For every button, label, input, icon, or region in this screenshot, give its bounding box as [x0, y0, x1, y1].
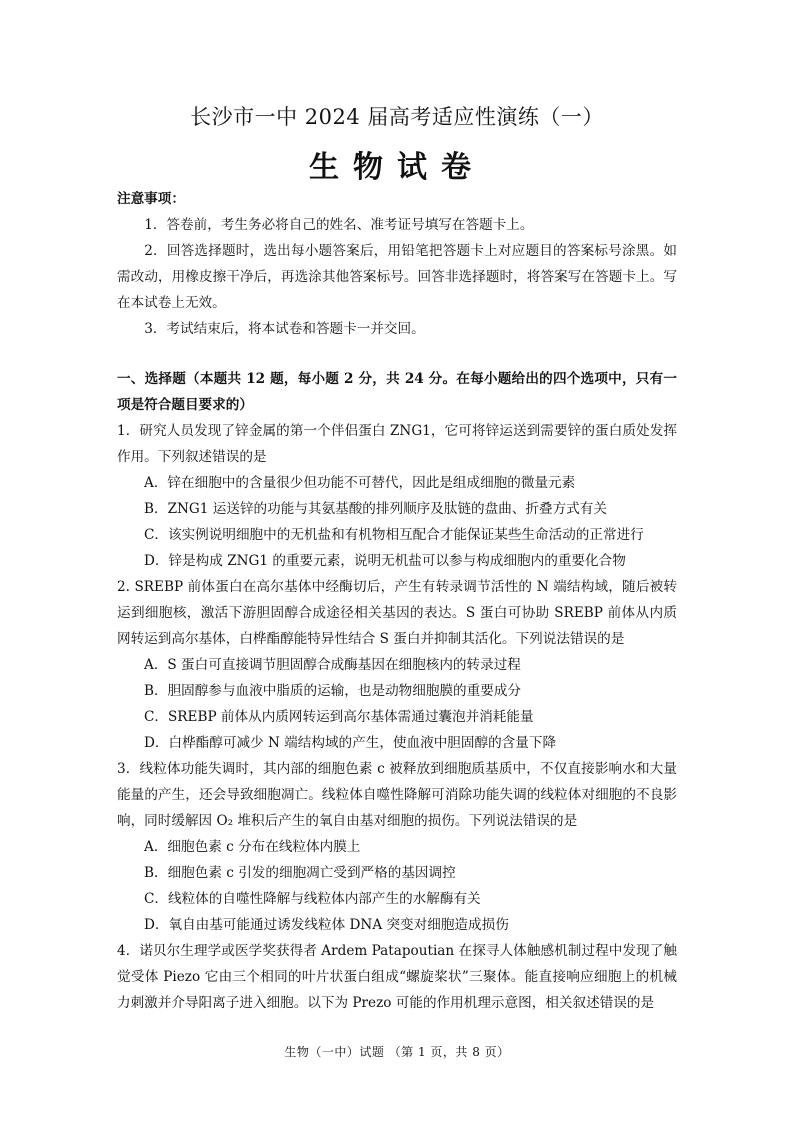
exam-subtitle: 生物试卷	[309, 150, 485, 185]
question-option: B．细胞色素 c 引发的细胞凋亡受到严格的基因调控	[144, 865, 456, 881]
question-stem: 1．研究人员发现了锌金属的第一个伴侣蛋白 ZNG1，它可将锌运送到需要锌的蛋白质处发挥作用。下列叙述错误的是	[117, 423, 677, 465]
notice-heading: 注意事项：	[117, 191, 185, 207]
section-heading: 一、选择题（本题共 12 题，每小题 2 分，共 24 分。在每小题给出的四个选项中，只有一项是符合题目要求的）	[117, 371, 677, 413]
question-option: C．线粒体的自噬性降解与线粒体内部产生的水解酶有关	[144, 891, 481, 907]
notice-item: 2．回答选择题时，选出每小题答案后，用铅笔把答题卡上对应题目的答案标号涂黑。如需改动，用橡皮擦干净后，再选涂其他答案标号。回答非选择题时，将答案写在答题卡上。写在本试卷上无效。	[117, 243, 677, 311]
question-stem: 4．诺贝尔生理学或医学奖获得者 Ardem Patapoutian 在探寻人体触感机制过程中发现了触觉受体 Piezo 它由三个相同的叶片状蛋白组成“螺旋桨状”三聚体。能直接响应细胞上的机械力刺激并介导阳离子进入细胞。以下为 Prezo 可能的作用机理示意图，相关叙述错误的是	[117, 943, 677, 1011]
exam-title: 长沙市一中 2024 届高考适应性演练（一）	[190, 105, 604, 129]
question-option: D．氧自由基可能通过诱发线粒体 DNA 突变对细胞造成损伤	[144, 917, 509, 933]
exam-body	[117, 186, 677, 1016]
page-footer: 生物（一中）试题 （第 1 页，共 8 页）	[284, 1045, 510, 1059]
question-option: D．锌是构成 ZNG1 的重要元素，说明无机盐可以参与构成细胞内的重要化合物	[144, 553, 626, 569]
question-option: C．该实例说明细胞中的无机盐和有机物相互配合才能保证某些生命活动的正常进行	[144, 527, 644, 543]
notice-item: 1．答卷前，考生务必将自己的姓名、准考证号填写在答题卡上。	[144, 217, 534, 233]
question-option: B．胆固醇参与血液中脂质的运输，也是动物细胞膜的重要成分	[144, 683, 522, 699]
question-option: B．ZNG1 运送锌的功能与其氨基酸的排列顺序及肽链的盘曲、折叠方式有关	[144, 501, 607, 517]
question-option: D．白桦酯醇可减少 N 端结构域的产生，使血液中胆固醇的含量下降	[144, 735, 557, 751]
question-option: C．SREBP 前体从内质网转运到高尔基体需通过囊泡并消耗能量	[144, 709, 534, 725]
question-option: A．细胞色素 c 分布在线粒体内膜上	[144, 839, 361, 855]
question-stem: 2. SREBP 前体蛋白在高尔基体中经酶切后，产生有转录调节活性的 N 端结构域，随后被转运到细胞核，激活下游胆固醇合成途径相关基因的表达。S 蛋白可协助 SREBP 前体从内质网转运到高尔基体，白桦酯醇能特异性结合 S 蛋白并抑制其活化。下列说法错误的是	[117, 579, 677, 647]
question-option: A．S 蛋白可直接调节胆固醇合成酶基因在细胞核内的转录过程	[144, 657, 521, 673]
notice-item: 3．考试结束后，将本试卷和答题卡一并交回。	[144, 321, 425, 337]
question-stem: 3．线粒体功能失调时，其内部的细胞色素 c 被释放到细胞质基质中，不仅直接影响水和大量能量的产生，还会导致细胞凋亡。线粒体自噬性降解可消除功能失调的线粒体对细胞的不良影响，同时缓解因 O₂ 堆积后产生的氧自由基对细胞的损伤。下列说法错误的是	[117, 761, 677, 829]
question-option: A．锌在细胞中的含量很少但功能不可替代，因此是组成细胞的微量元素	[144, 475, 576, 491]
